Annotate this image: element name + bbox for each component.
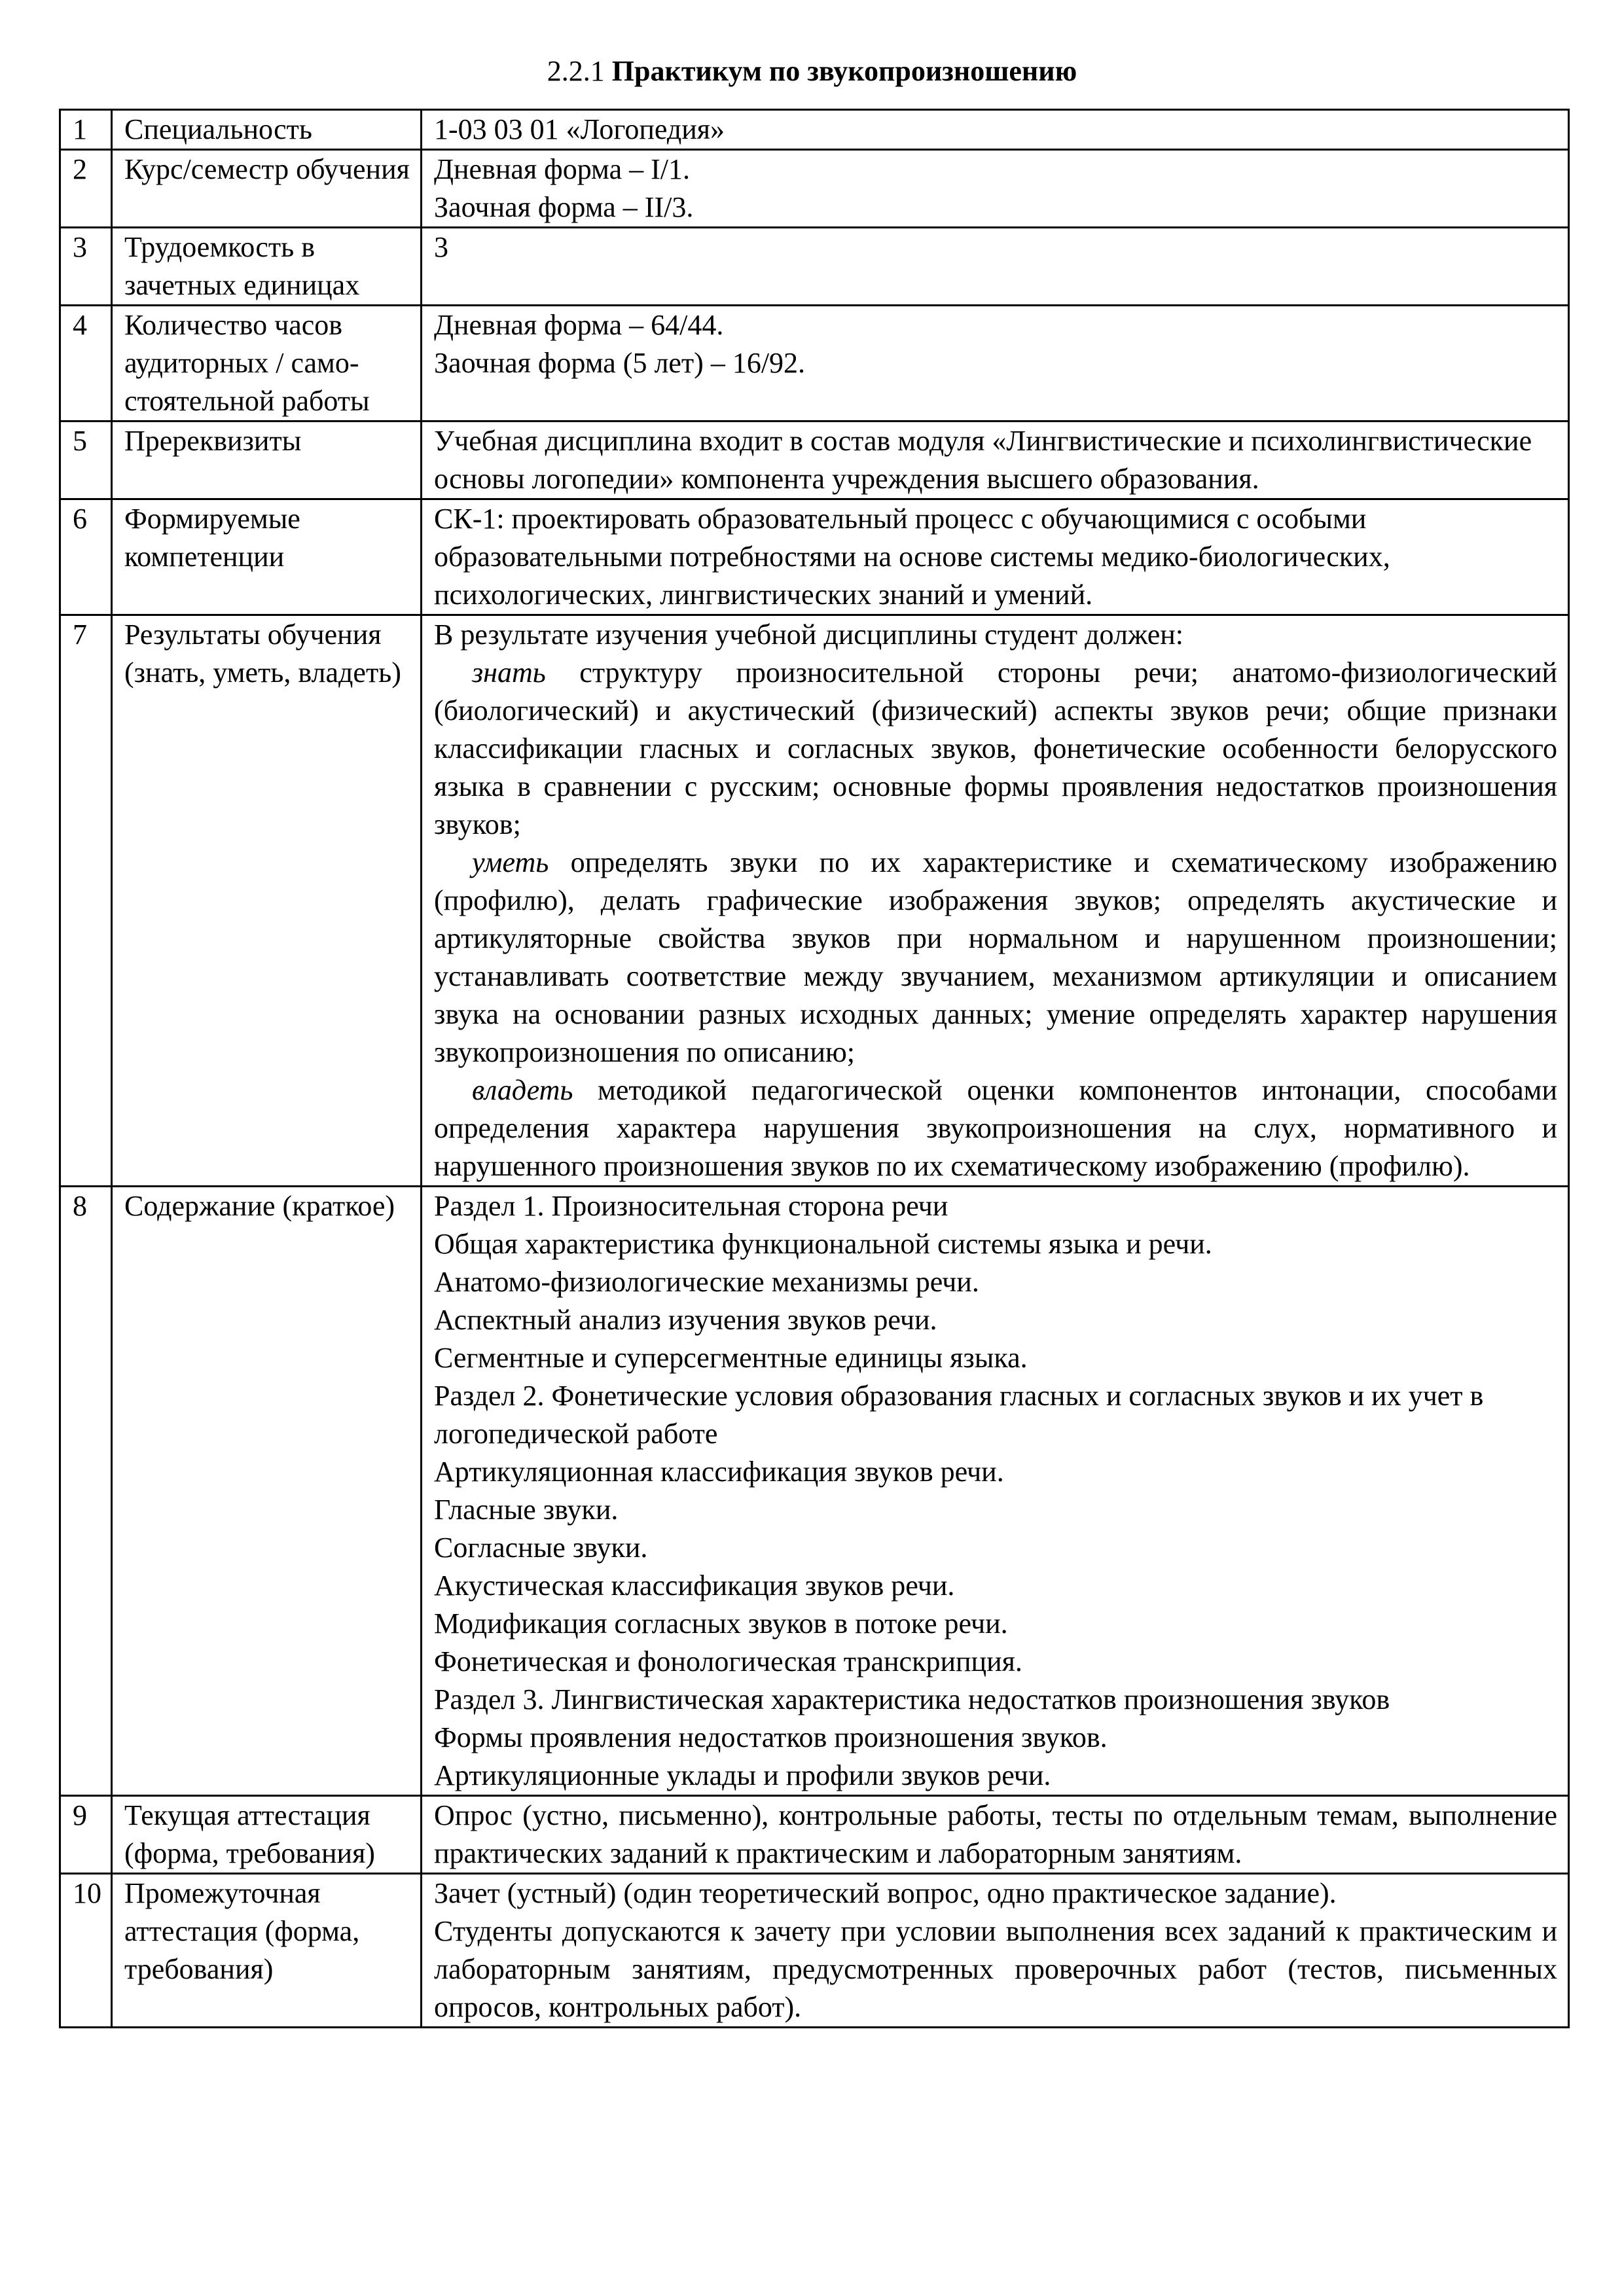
row-content bbox=[422, 110, 1569, 150]
content-line: Анатомо-физиологические механизмы речи. bbox=[434, 1266, 979, 1298]
row-content bbox=[422, 228, 1569, 306]
row-content bbox=[422, 306, 1569, 422]
table-row bbox=[60, 306, 1569, 422]
row-label: Трудоемкость в зачетных единицах bbox=[112, 228, 422, 306]
row-label: Текущая аттестация (форма, требования) bbox=[112, 1796, 422, 1874]
row-content bbox=[422, 422, 1569, 499]
can-text: определять звуки по их характеристике и схематическому изображению (профилю), делать графические изображения звуков; определять акустические и артикуляторные свойства звуков при нормальном и нарушенном произношении; устанавливать соответствие между звучанием, механизмом артикуляции и описанием звука на основании разных исходных данных; умение определять характер нарушения звукопроизношения по описанию; bbox=[434, 846, 1557, 1068]
row-number: 10 bbox=[60, 1874, 112, 2028]
table-row bbox=[60, 1187, 1569, 1796]
content-line: Гласные звуки. bbox=[434, 1494, 619, 1526]
row-content bbox=[422, 1187, 1569, 1796]
row-label: Формируемые компетенции bbox=[112, 499, 422, 615]
content-line: Артикуляционные уклады и профили звуков речи. bbox=[434, 1759, 1051, 1791]
row-number: 5 bbox=[60, 422, 112, 499]
row-number: 4 bbox=[60, 306, 112, 422]
content-line: Сегментные и суперсегментные единицы языка. bbox=[434, 1342, 1028, 1374]
row-label: Пререквизиты bbox=[112, 422, 422, 499]
content-line: 3 bbox=[434, 231, 448, 263]
content-line: Студенты допускаются к зачету при условии выполнения всех заданий к практическим и лабораторным занятиям, предусмотренных проверочных работ (тестов, письменных опросов, контрольных работ). bbox=[434, 1915, 1557, 2023]
content-line: 1-03 03 01 «Логопедия» bbox=[434, 113, 725, 145]
row-content bbox=[422, 1796, 1569, 1874]
content-line: Раздел 1. Произносительная сторона речи bbox=[434, 1190, 948, 1222]
table-row bbox=[60, 1796, 1569, 1874]
discipline-table bbox=[59, 109, 1570, 2028]
own-term: владеть bbox=[472, 1074, 573, 1106]
content-line: Дневная форма – I/1. bbox=[434, 153, 690, 185]
own-text: методикой педагогической оценки компонентов интонации, способами определения характера нарушения звукопроизношения на слух, нормативного и нарушенного произношения звуков по их схематическому изображению (профилю). bbox=[434, 1074, 1557, 1182]
table-row bbox=[60, 1874, 1569, 2028]
content-line: СК-1: проектировать образовательный процесс с обучающимися с особыми образовательными потребностями на основе системы медико-биологических, психологических, лингвистических знаний и умений. bbox=[434, 503, 1390, 611]
content-line: Общая характеристика функциональной системы языка и речи. bbox=[434, 1228, 1212, 1260]
row-label: Специальность bbox=[112, 110, 422, 150]
content-line: Дневная форма – 64/44. bbox=[434, 309, 724, 341]
table-row bbox=[60, 110, 1569, 150]
row-content bbox=[422, 150, 1569, 228]
heading-title: Практикум по звукопроизношению bbox=[611, 55, 1077, 87]
content-line: Акустическая классификация звуков речи. bbox=[434, 1570, 955, 1602]
content-line: Заочная форма (5 лет) – 16/92. bbox=[434, 347, 806, 379]
learning-own bbox=[434, 1071, 1557, 1185]
content-line: Заочная форма – II/3. bbox=[434, 191, 694, 223]
content-line: Согласные звуки. bbox=[434, 1532, 648, 1564]
know-text: структуру произносительной стороны речи; анатомо-физиологический (биологический) и акустический (физический) аспекты звуков речи; общие признаки классификации гласных и согласных звуков, фонетические особенности белорусского языка в сравнении с русским; основные формы проявления недостатков произношения звуков; bbox=[434, 656, 1557, 840]
row-label: Результаты обучения (знать, уметь, владеть) bbox=[112, 615, 422, 1187]
table-row bbox=[60, 228, 1569, 306]
content-line: Зачет (устный) (один теоретический вопрос, одно практическое задание). bbox=[434, 1877, 1337, 1909]
table-row bbox=[60, 499, 1569, 615]
heading-number: 2.2.1 bbox=[547, 55, 612, 87]
learning-know bbox=[434, 654, 1557, 844]
content-line: Формы проявления недостатков произношения звуков. bbox=[434, 1721, 1108, 1753]
row-number: 7 bbox=[60, 615, 112, 1187]
section-heading bbox=[0, 52, 1624, 90]
row-number: 2 bbox=[60, 150, 112, 228]
row-number: 6 bbox=[60, 499, 112, 615]
content-line: Опрос (устно, письменно), контрольные работы, тесты по отдельным темам, выполнение практических заданий к практическим и лабораторным занятиям. bbox=[434, 1799, 1557, 1869]
content-line: Аспектный анализ изучения звуков речи. bbox=[434, 1304, 937, 1336]
content-line: Раздел 3. Лингвистическая характеристика недостатков произношения звуков bbox=[434, 1683, 1390, 1715]
know-term: знать bbox=[472, 656, 546, 689]
row-number: 9 bbox=[60, 1796, 112, 1874]
can-term: уметь bbox=[472, 846, 549, 878]
content-line: Фонетическая и фонологическая транскрипция. bbox=[434, 1645, 1022, 1677]
content-line: Артикуляционная классификация звуков речи. bbox=[434, 1456, 1004, 1488]
table-row bbox=[60, 615, 1569, 1187]
row-label: Содержание (краткое) bbox=[112, 1187, 422, 1796]
row-number: 1 bbox=[60, 110, 112, 150]
learning-can bbox=[434, 844, 1557, 1071]
row-label: Курс/семестр обучения bbox=[112, 150, 422, 228]
content-line: Учебная дисциплина входит в состав модуля «Лингвистические и психолингвистические основы логопедии» компонента учреждения высшего образования. bbox=[434, 425, 1532, 495]
learning-intro: В результате изучения учебной дисциплины студент должен: bbox=[434, 619, 1184, 651]
row-number: 3 bbox=[60, 228, 112, 306]
row-label: Количество часов аудиторных / само-стоятельной работы bbox=[112, 306, 422, 422]
row-content bbox=[422, 499, 1569, 615]
content-line: Модификация согласных звуков в потоке речи. bbox=[434, 1607, 1008, 1640]
table-row bbox=[60, 150, 1569, 228]
row-number: 8 bbox=[60, 1187, 112, 1796]
table-row bbox=[60, 422, 1569, 499]
row-label: Промежуточная аттестация (форма, требования) bbox=[112, 1874, 422, 2028]
row-content bbox=[422, 1874, 1569, 2028]
content-line: Раздел 2. Фонетические условия образования гласных и согласных звуков и их учет в логопедической работе bbox=[434, 1380, 1484, 1450]
row-content bbox=[422, 615, 1569, 1187]
